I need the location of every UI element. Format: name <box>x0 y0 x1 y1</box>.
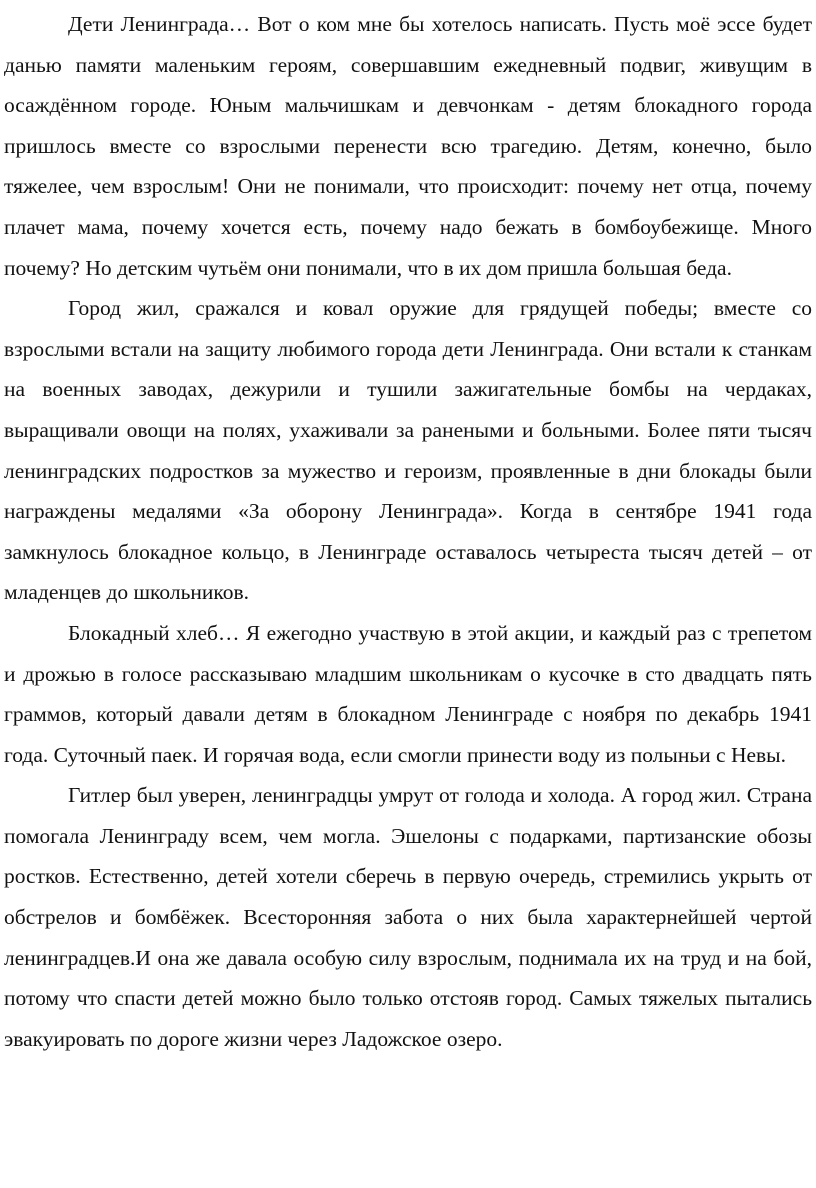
paragraph-2: Город жил, сражался и ковал оружие для грядущей победы; вместе со взрослыми встали на защиту любимого города дети Ленинграда. Они встали к станкам на военных заводах, дежурили и тушили зажигательные бомбы на чердаках, выращивали овощи на полях, ухаживали за ранеными и больными. Более пяти тысяч ленинградских подростков за мужество и героизм, проявленные в дни блокады были награждены медалями «За оборону Ленинграда». Когда в сентябре 1941 года замкнулось блокадное кольцо, в Ленинграде оставалось четыреста тысяч детей – от младенцев до школьников. <box>4 296 812 605</box>
paragraph-3: Блокадный хлеб… Я ежегодно участвую в этой акции, и каждый раз с трепетом и дрожью в голосе рассказываю младшим школьникам о кусочке в сто двадцать пять граммов, который давали детям в блокадном Ленинграде с ноября по декабрь 1941 года. Суточный паек. И горячая вода, если смогли принести воду из полыньи с Невы. <box>4 620 812 767</box>
paragraph-1: Дети Ленинграда… Вот о ком мне бы хотелось написать. Пусть моё эссе будет данью памяти маленьким героям, совершавшим ежедневный подвиг, живущим в осаждённом городе. Юным мальчишкам и девчонкам - детям блокадного города пришлось вместе со взрослыми перенести всю трагедию. Детям, конечно, было тяжелее, чем взрослым! Они не понимали, что происходит: почему нет отца, почему плачет мама, почему хочется есть, почему надо бежать в бомбоубежище. Много почему? Но детским чутьём они понимали, что в их дом пришла большая беда. <box>4 12 812 280</box>
paragraph-4: Гитлер был уверен, ленинградцы умрут от голода и холода. А город жил. Страна помогала Ленинграду всем, чем могла. Эшелоны с подарками, партизанские обозы ростков. Естественно, детей хотели сберечь в первую очередь, стремились укрыть от обстрелов и бомбёжек. Всесторонняя забота о них была характернейшей чертой ленинградцев.И она же давала особую силу взрослым, поднимала их на труд и на бой, потому что спасти детей можно было только отстояв город. Самых тяжелых пытались эвакуировать по дороге жизни через Ладожское озеро. <box>4 783 812 1051</box>
